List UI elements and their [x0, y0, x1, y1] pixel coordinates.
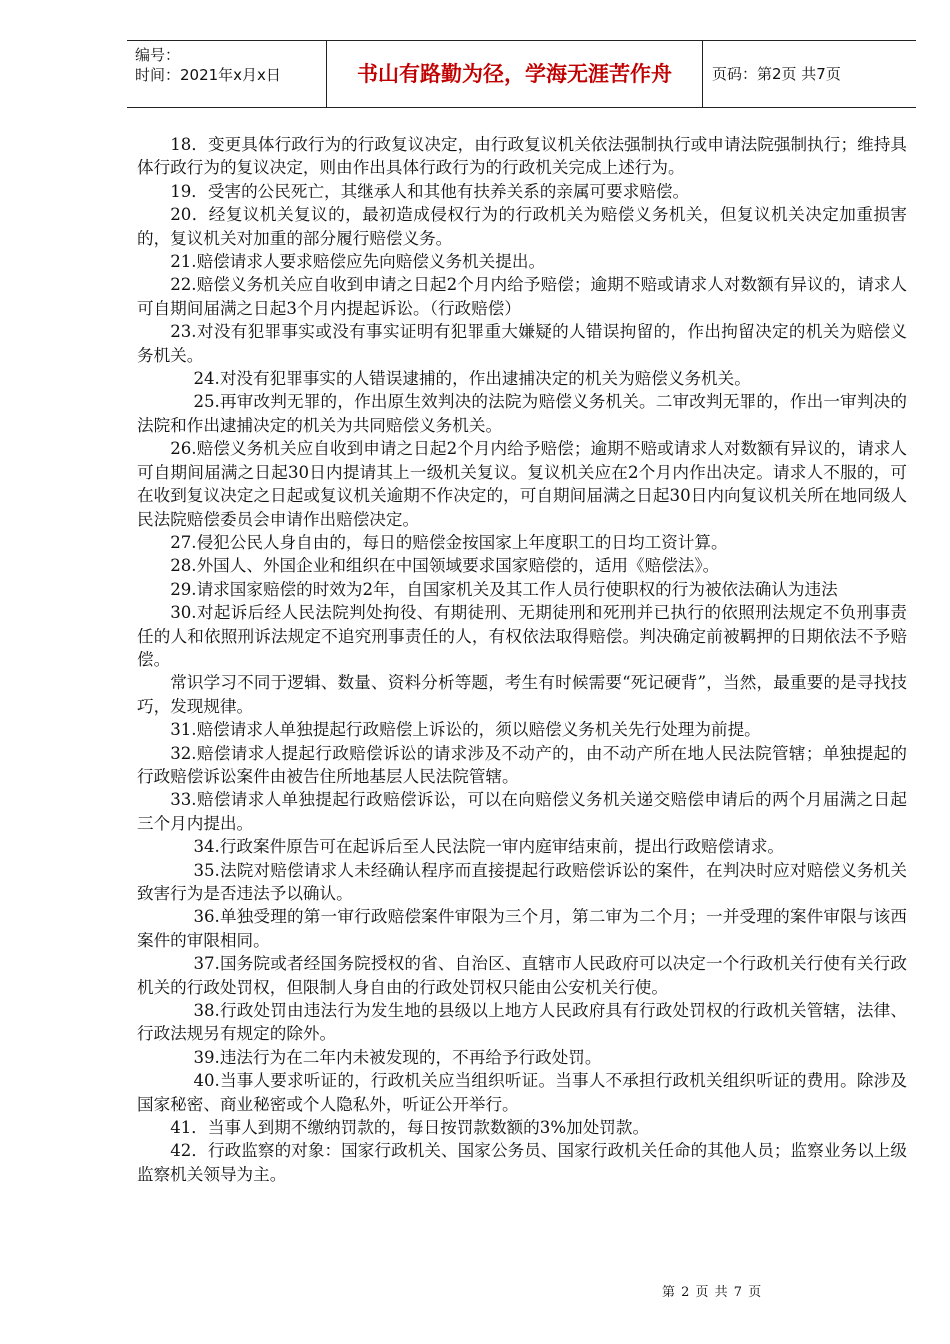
- header-meta: [135, 45, 325, 85]
- header-time-label: 时间：2021年x月x日: [135, 66, 281, 84]
- paragraph: 34.行政案件原告可在起诉后至人民法院一审内庭审结束前，提出行政赔偿请求。: [193, 837, 785, 857]
- paragraph: 23.对没有犯罪事实或没有事实证明有犯罪重大嫌疑的人错误拘留的，作出拘留决定的机关为赔偿义务机关。: [137, 322, 907, 365]
- header-motto: 书山有路勤为径，学海无涯苦作舟: [357, 62, 672, 86]
- header-divider: [702, 41, 703, 107]
- paragraph: 36.单独受理的第一审行政赔偿案件审限为三个月，第二审为二个月；一并受理的案件审限与该西案件的审限相同。: [137, 907, 907, 950]
- header-number-label: 编号：: [135, 46, 181, 64]
- paragraph: 25.再审改判无罪的，作出原生效判决的法院为赔偿义务机关。二审改判无罪的，作出一审判决的法院和作出逮捕决定的机关为共同赔偿义务机关。: [137, 392, 907, 435]
- paragraph: 18．变更具体行政行为的行政复议决定，由行政复议机关依法强制执行或申请法院强制执行；维持具体行政行为的复议决定，则由作出具体行政行为的行政机关完成上述行为。: [137, 135, 907, 178]
- document-body: [137, 133, 907, 1186]
- paragraph: 42．行政监察的对象：国家行政机关、国家公务员、国家行政机关任命的其他人员；监察业务以上级监察机关领导为主。: [137, 1141, 907, 1184]
- header-page-info: 页码：第2页 共7页: [712, 65, 841, 83]
- paragraph: 28.外国人、外国企业和组织在中国领域要求国家赔偿的，适用《赔偿法》。: [170, 556, 720, 576]
- paragraph: 31.赔偿请求人单独提起行政赔偿上诉讼的，须以赔偿义务机关先行处理为前提。: [170, 720, 761, 740]
- paragraph: 35.法院对赔偿请求人未经确认程序而直接提起行政赔偿诉讼的案件，在判决时应对赔偿义务机关致害行为是否违法予以确认。: [137, 860, 907, 903]
- page-header: [127, 40, 916, 108]
- paragraph: 19．受害的公民死亡，其继承人和其他有扶养关系的亲属可要求赔偿。: [170, 181, 690, 201]
- page-footer: 第 2 页 共 7 页: [662, 1285, 763, 1300]
- paragraph: 41．当事人到期不缴纳罚款的，每日按罚款数额的3%加处罚款。: [170, 1118, 650, 1138]
- paragraph: 22.赔偿义务机关应自收到申请之日起2个月内给予赔偿；逾期不赔或请求人对数额有异议的，请求人可自期间届满之日起3个月内提起诉讼。（行政赔偿）: [137, 275, 907, 318]
- paragraph: 29.请求国家赔偿的时效为2年，自国家机关及其工作人员行使职权的行为被依法确认为违法: [170, 579, 838, 599]
- paragraph: 33.赔偿请求人单独提起行政赔偿诉讼，可以在向赔偿义务机关递交赔偿申请后的两个月届满之日起三个月内提出。: [137, 790, 907, 833]
- paragraph: 24.对没有犯罪事实的人错误逮捕的，作出逮捕决定的机关为赔偿义务机关。: [193, 369, 751, 389]
- paragraph: 38.行政处罚由违法行为发生地的县级以上地方人民政府具有行政处罚权的行政机关管辖，法律、行政法规另有规定的除外。: [137, 1001, 907, 1044]
- paragraph: 40.当事人要求听证的，行政机关应当组织听证。当事人不承担行政机关组织听证的费用。除涉及国家秘密、商业秘密或个人隐私外，听证公开举行。: [137, 1071, 907, 1114]
- paragraph: 常识学习不同于逻辑、数量、资料分析等题，考生有时候需要“死记硬背”，当然，最重要的是寻找技巧，发现规律。: [137, 673, 907, 716]
- paragraph: 27.侵犯公民人身自由的，每日的赔偿金按国家上年度职工的日均工资计算。: [170, 532, 728, 552]
- paragraph: 21.赔偿请求人要求赔偿应先向赔偿义务机关提出。: [170, 252, 546, 272]
- paragraph: 39.违法行为在二年内未被发现的，不再给予行政处罚。: [193, 1047, 602, 1067]
- paragraph: 37.国务院或者经国务院授权的省、自治区、直辖市人民政府可以决定一个行政机关行使有关行政机关的行政处罚权，但限制人身自由的行政处罚权只能由公安机关行使。: [137, 954, 907, 997]
- paragraph: 32.赔偿请求人提起行政赔偿诉讼的请求涉及不动产的，由不动产所在地人民法院管辖；单独提起的行政赔偿诉讼案件由被告住所地基层人民法院管辖。: [137, 743, 907, 786]
- paragraph: 26.赔偿义务机关应自收到申请之日起2个月内给予赔偿；逾期不赔或请求人对数额有异议的，请求人可自期间届满之日起30日内提请其上一级机关复议。复议机关应在2个月内作出决定。请求人不服的，可在收到复议决定之日起或复议机关逾期不作决定的，可自期间届满之日起30日内向复议机关所在地同级人民法院赔偿委员会申请作出赔偿决定。: [137, 439, 907, 529]
- paragraph: 20．经复议机关复议的，最初造成侵权行为的行政机关为赔偿义务机关，但复议机关决定加重损害的，复议机关对加重的部分履行赔偿义务。: [137, 205, 907, 248]
- paragraph: 30.对起诉后经人民法院判处拘役、有期徒刑、无期徒刑和死刑并已执行的依照刑法规定不负刑事责任的人和依照刑诉法规定不追究刑事责任的人，有权依法取得赔偿。判决确定前被羁押的日期依法不予赔偿。: [137, 603, 907, 669]
